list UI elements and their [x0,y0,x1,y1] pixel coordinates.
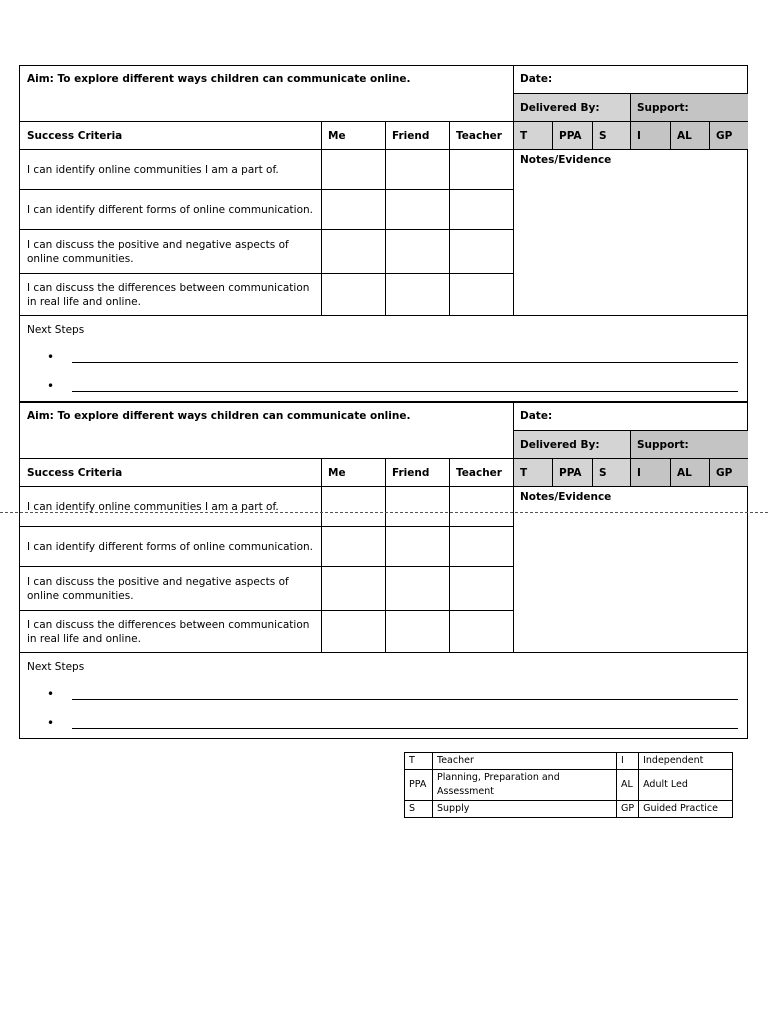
notes-evidence-label: Notes/Evidence [520,491,612,503]
delivered-ppa-header: PPA [559,466,582,479]
legend-row [405,801,733,818]
delivered-t-header: T [520,466,528,479]
legend-row [405,770,733,801]
me-header: Me [328,466,346,479]
legend-code: GP [617,801,639,818]
friend-header: Friend [392,466,430,479]
legend-desc: Teacher [433,753,617,770]
aim-text: Aim: To explore different ways children can communicate online. [27,73,411,85]
teacher-header: Teacher [456,466,502,479]
friend-header: Friend [392,129,430,142]
delivered-by-label: Delivered By: [520,438,600,451]
me-header: Me [328,129,346,142]
legend-row [405,753,733,770]
aim-text: Aim: To explore different ways children can communicate online. [27,410,411,422]
legend-code: T [405,753,433,770]
delivered-by-label: Delivered By: [520,101,600,114]
date-label: Date: [520,73,553,85]
legend-table [404,752,733,818]
next-step-line-1[interactable] [72,699,738,700]
bullet-2: • [47,379,55,393]
support-al-header: AL [677,129,692,142]
delivered-t-header: T [520,129,528,142]
delivered-s-header: S [599,129,607,142]
next-step-line-2[interactable] [72,391,738,392]
delivered-s-header: S [599,466,607,479]
criterion-1: I can identify online communities I am a part of. [27,500,279,513]
bullet-1: • [47,350,55,364]
criterion-3: I can discuss the positive and negative aspects of online communities. [27,238,289,265]
legend-code: PPA [405,770,433,801]
delivered-ppa-header: PPA [559,129,582,142]
criterion-2: I can identify different forms of online communication. [27,203,314,216]
bullet-1: • [47,687,55,701]
legend-desc: Independent [639,753,733,770]
criterion-2: I can identify different forms of online communication. [27,540,314,553]
cut-line [0,512,768,513]
legend-desc: Supply [433,801,617,818]
next-steps-label: Next Steps [27,324,85,336]
support-label: Support: [637,101,689,114]
legend-code: I [617,753,639,770]
bullet-2: • [47,716,55,730]
support-i-header: I [637,466,641,479]
legend-code: AL [617,770,639,801]
next-step-line-2[interactable] [72,728,738,729]
next-step-line-1[interactable] [72,362,738,363]
assessment-block [19,65,748,402]
legend-code: S [405,801,433,818]
support-gp-header: GP [716,129,733,142]
legend-desc: Guided Practice [639,801,733,818]
criterion-4: I can discuss the differences between communication in real life and online. [27,281,310,308]
teacher-header: Teacher [456,129,502,142]
support-gp-header: GP [716,466,733,479]
notes-evidence-label: Notes/Evidence [520,154,612,166]
criterion-4: I can discuss the differences between communication in real life and online. [27,618,310,645]
next-steps-label: Next Steps [27,661,85,673]
success-criteria-header: Success Criteria [27,466,123,479]
support-al-header: AL [677,466,692,479]
assessment-block [19,402,748,739]
success-criteria-header: Success Criteria [27,129,123,142]
legend-desc: Planning, Preparation and Assessment [433,770,617,801]
support-label: Support: [637,438,689,451]
criterion-1: I can identify online communities I am a part of. [27,163,279,176]
support-i-header: I [637,129,641,142]
legend-desc: Adult Led [639,770,733,801]
criterion-3: I can discuss the positive and negative aspects of online communities. [27,575,289,602]
date-label: Date: [520,410,553,422]
